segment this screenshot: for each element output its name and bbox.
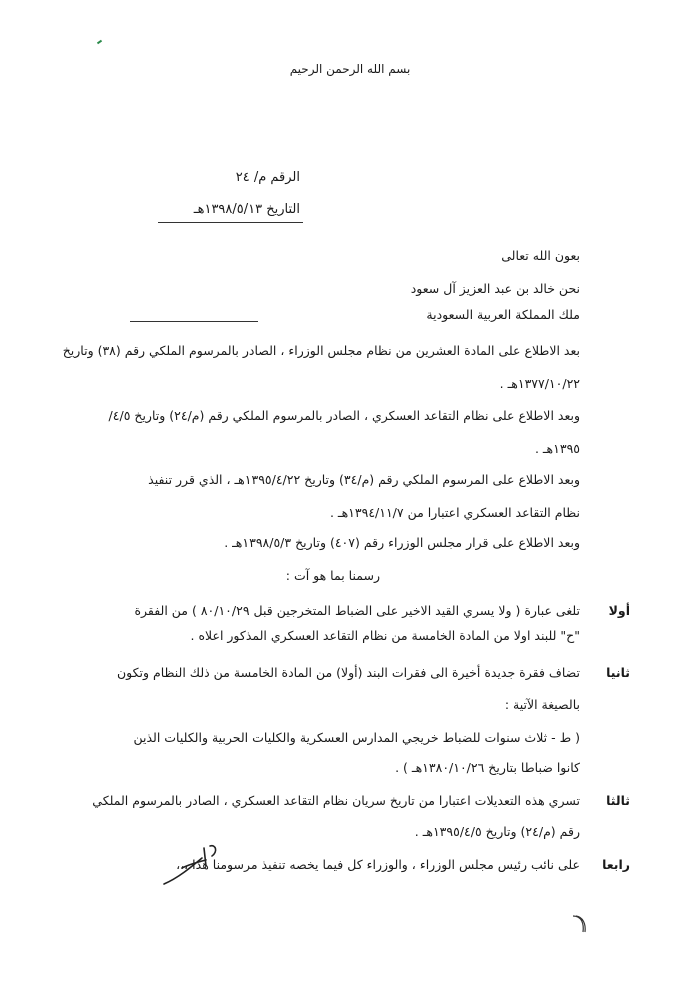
article-line: "ح" للبند اولا من المادة الخامسة من نظام التقاعد العسكري المذكور اعلاه . (190, 628, 580, 643)
king-title-line: ملك المملكة العربية السعودية (426, 307, 580, 322)
article-line: كانوا ضباطا بتاريخ ١٣٨٠/١٠/٢٦هـ ) . (395, 760, 580, 775)
article-line: تلغى عبارة ( ولا يسري القيد الاخير على الضباط المتخرجين قبل ٨٠/١٠/٢٩ ) من الفقرة (134, 603, 580, 618)
basmala: بسم الله الرحمن الرحيم (289, 62, 411, 76)
preamble-line: ١٣٩٥هـ . (534, 441, 580, 456)
preamble-line: وبعد الاطلاع على قرار مجلس الوزراء رقم (٤٠٧) وتاريخ ١٣٩٨/٥/٣هـ . (224, 535, 580, 550)
reference-date: التاريخ ١٣٩٨/٥/١٣هـ (193, 202, 300, 217)
preamble-line: وبعد الاطلاع على المرسوم الملكي رقم (م/٣٤) وتاريخ ١٣٩٥/٤/٢٢هـ ، الذي قرر تنفيذ (148, 472, 580, 487)
preamble-line: وبعد الاطلاع على نظام التقاعد العسكري ، الصادر بالمرسوم الملكي رقم (م/٢٤) وتاريخ ٤/٥/ (108, 408, 580, 423)
preamble-line: بعد الاطلاع على المادة العشرين من نظام مجلس الوزراء ، الصادر بالمرسوم الملكي رقم (٣٨) وتاريخ (62, 343, 580, 358)
date-underline (158, 222, 303, 223)
preamble-line: نظام التقاعد العسكري اعتبارا من ١٣٩٤/١١/٧هـ . (329, 505, 580, 520)
article-line: على نائب رئيس مجلس الوزراء ، والوزراء كل فيما يخصه تنفيذ مرسومنا هذا ،،، (176, 857, 580, 872)
decree-heading: رسمنا بما هو آت : (285, 568, 380, 583)
article-label: رابعا (602, 857, 630, 872)
article-label: ثالثا (606, 793, 630, 808)
preamble-line: ١٣٧٧/١٠/٢٢هـ . (499, 376, 580, 391)
reference-number: الرقم م/ ٢٤ (235, 170, 300, 185)
article-line: ( ط - ثلاث سنوات للضباط خريجي المدارس العسكرية والكليات الحربية والكليات الذين (133, 730, 580, 745)
page-corner-mark (570, 912, 588, 934)
article-line: تضاف فقرة جديدة أخيرة الى فقرات البند (أولا) من المادة الخامسة من ذلك النظام وتكون (116, 665, 580, 680)
issuer-line: نحن خالد بن عبد العزيز آل سعود (410, 281, 580, 296)
article-line: تسري هذه التعديلات اعتبارا من تاريخ سريان نظام التقاعد العسكري ، الصادر بالمرسوم الملكي (92, 793, 580, 808)
invocation-line: بعون الله تعالى (501, 248, 580, 263)
title-underline (130, 321, 258, 322)
article-label: ثانيا (606, 665, 630, 680)
signature (160, 838, 230, 888)
article-label: أولا (608, 603, 630, 618)
article-line: رقم (م/٢٤) وتاريخ ١٣٩٥/٤/٥هـ . (414, 824, 580, 839)
article-line: بالصيغة الآتية : (504, 697, 580, 712)
stray-ink-mark (97, 40, 102, 45)
